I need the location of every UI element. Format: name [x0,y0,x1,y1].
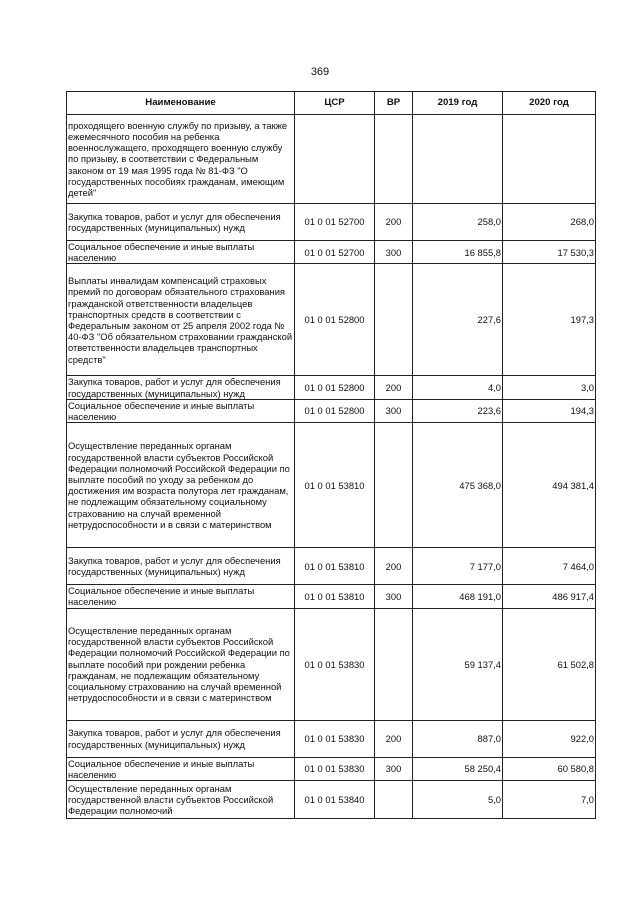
row-2020-cell: 197,3 [503,264,596,376]
header-name: Наименование [67,92,295,115]
row-2019-cell: 227,6 [413,264,503,376]
row-csr-cell: 01 0 01 53840 [295,781,375,819]
table-row [67,399,596,422]
table-row [67,115,596,204]
row-2020-cell: 922,0 [503,720,596,757]
table-row [67,757,596,780]
row-name-cell: Закупка товаров, работ и услуг для обеспечения государственных (муниципальных) нужд [67,720,295,757]
row-name-cell: Социальное обеспечение и иные выплаты населению [67,399,295,422]
row-2019-cell [413,115,503,204]
row-csr-cell: 01 0 01 53830 [295,608,375,720]
row-csr-cell: 01 0 01 53830 [295,720,375,757]
header-2019: 2019 год [413,92,503,115]
row-csr-cell [295,115,375,204]
row-name-cell: Социальное обеспечение и иные выплаты населению [67,585,295,608]
row-2020-cell: 7 464,0 [503,548,596,585]
row-vr-cell: 300 [375,585,413,608]
row-2019-cell: 223,6 [413,399,503,422]
row-name-cell: Закупка товаров, работ и услуг для обеспечения государственных (муниципальных) нужд [67,548,295,585]
row-2020-cell: 268,0 [503,204,596,241]
row-name-cell: Выплаты инвалидам компенсаций страховых премий по договорам обязательного страхования гражданской ответственности владельцев транспортных средств в соответствии с Федеральным законом от 25 апреля 2002 года № 40-ФЗ "Об обязательном страховании гражданской ответственности владельцев транспортных средств" [67,264,295,376]
row-2019-cell: 475 368,0 [413,423,503,548]
row-vr-cell: 200 [375,204,413,241]
row-vr-cell [375,608,413,720]
row-2019-cell: 887,0 [413,720,503,757]
row-csr-cell: 01 0 01 53810 [295,548,375,585]
table-row [67,204,596,241]
row-name-cell: Закупка товаров, работ и услуг для обеспечения государственных (муниципальных) нужд [67,204,295,241]
row-vr-cell [375,781,413,819]
budget-table [66,91,596,819]
row-2019-cell: 59 137,4 [413,608,503,720]
row-vr-cell [375,423,413,548]
table-row [67,423,596,548]
row-csr-cell: 01 0 01 52800 [295,376,375,399]
row-vr-cell [375,115,413,204]
row-csr-cell: 01 0 01 53810 [295,423,375,548]
row-2019-cell: 4,0 [413,376,503,399]
row-vr-cell [375,264,413,376]
row-2019-cell: 468 191,0 [413,585,503,608]
table-row [67,376,596,399]
table-row [67,781,596,819]
row-2019-cell: 258,0 [413,204,503,241]
row-vr-cell: 200 [375,720,413,757]
row-vr-cell: 300 [375,241,413,264]
row-2020-cell: 3,0 [503,376,596,399]
row-2020-cell: 194,3 [503,399,596,422]
page-number: 369 [310,66,330,78]
row-2020-cell: 61 502,8 [503,608,596,720]
row-name-cell: Социальное обеспечение и иные выплаты населению [67,241,295,264]
row-2019-cell: 7 177,0 [413,548,503,585]
row-name-cell: Социальное обеспечение и иные выплаты населению [67,757,295,780]
table-row [67,264,596,376]
header-row [67,92,596,115]
row-csr-cell: 01 0 01 53830 [295,757,375,780]
row-2020-cell [503,115,596,204]
row-csr-cell: 01 0 01 52700 [295,204,375,241]
table-row [67,585,596,608]
header-csr: ЦСР [295,92,375,115]
row-vr-cell: 300 [375,399,413,422]
row-2019-cell: 5,0 [413,781,503,819]
row-vr-cell: 200 [375,548,413,585]
row-name-cell: Осуществление переданных органам государственной власти субъектов Российской Федерации полномочий Российской Федерации по выплате пособий при рождении ребенка гражданам, не подлежащим обязательному социальному страхованию на случай временной нетрудоспособности и в связи с материнством [67,608,295,720]
table-row [67,241,596,264]
row-name-cell: Осуществление переданных органам государственной власти субъектов Российской Федерации полномочий Российской Федерации по выплате пособий по уходу за ребенком до достижения им возраста полутора лет гражданам, не подлежащим обязательному социальному страхованию на случай временной нетрудоспособности и в связи с материнством [67,423,295,548]
header-2020: 2020 год [503,92,596,115]
table-row [67,608,596,720]
row-vr-cell: 300 [375,757,413,780]
row-csr-cell: 01 0 01 53810 [295,585,375,608]
row-2020-cell: 486 917,4 [503,585,596,608]
row-name-cell: Осуществление переданных органам государственной власти субъектов Российской Федерации полномочий [67,781,295,819]
header-vr: ВР [375,92,413,115]
row-csr-cell: 01 0 01 52800 [295,264,375,376]
row-name-cell: проходящего военную службу по призыву, а также ежемесячного пособия на ребенка военнослужащего, проходящего военную службу по призыву, в соответствии с Федеральным законом от 19 мая 1995 года № 81-ФЗ "О государственных пособиях гражданам, имеющим детей" [67,115,295,204]
row-2020-cell: 17 530,3 [503,241,596,264]
table-row [67,720,596,757]
row-name-cell: Закупка товаров, работ и услуг для обеспечения государственных (муниципальных) нужд [67,376,295,399]
row-vr-cell: 200 [375,376,413,399]
table-row [67,548,596,585]
row-2019-cell: 58 250,4 [413,757,503,780]
row-2020-cell: 7,0 [503,781,596,819]
row-csr-cell: 01 0 01 52700 [295,241,375,264]
row-2020-cell: 60 580,8 [503,757,596,780]
row-2019-cell: 16 855,8 [413,241,503,264]
row-csr-cell: 01 0 01 52800 [295,399,375,422]
row-2020-cell: 494 381,4 [503,423,596,548]
